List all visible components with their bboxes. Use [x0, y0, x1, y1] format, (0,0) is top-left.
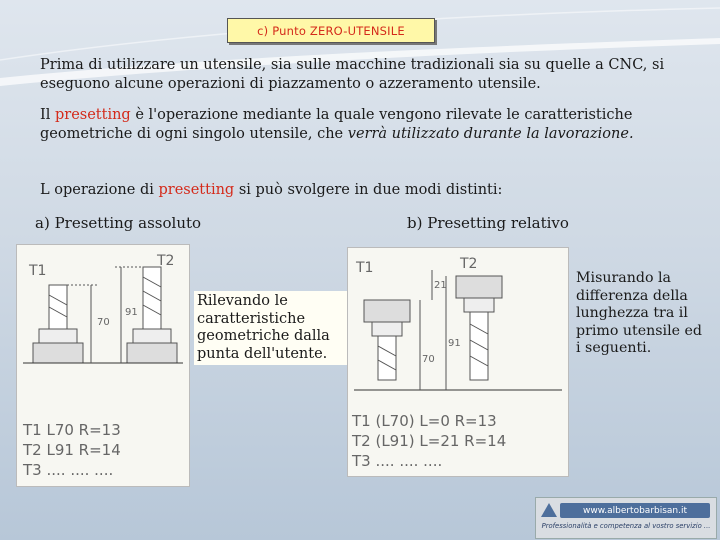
relative-presetting-figure — [347, 247, 569, 477]
fig-a-dim-70: 70 — [97, 317, 110, 328]
fig-b-t2-label: T2 — [460, 256, 478, 272]
mode-a-heading: a) Presetting assoluto — [35, 214, 202, 232]
fig-b-row-2: T2 (L91) L=21 R=14 — [352, 432, 507, 450]
definition-italic: verrà utilizzato durante la lavorazione. — [347, 126, 634, 142]
operations-suffix: si può svolgere in due modi distinti: — [234, 182, 503, 198]
fig-b-dim-70: 70 — [422, 354, 435, 365]
mode-b-heading: b) Presetting relativo — [407, 214, 569, 232]
definition-prefix: Il — [40, 107, 55, 123]
absolute-description: Rilevando le caratteristiche geometriche dalla punta dell'utente. — [194, 291, 350, 365]
fig-a-t1-label: T1 — [29, 263, 47, 279]
fig-b-t1-label: T1 — [356, 260, 374, 276]
operations-paragraph — [40, 181, 680, 200]
fig-b-row-1: T1 (L70) L=0 R=13 — [352, 412, 497, 430]
definition-middle: è l'operazione mediante la quale vengono rilevate le caratteristiche geometriche di ogni singolo utensile, che — [40, 107, 633, 142]
operations-prefix: L operazione di — [40, 182, 159, 198]
fig-b-dim-21: 21 — [434, 280, 447, 291]
fig-a-row-2: T2 L91 R=14 — [23, 441, 121, 459]
tool-drawing-a — [17, 245, 189, 486]
relative-description: Misurando la differenza della lunghezza tra il primo utensile ed i seguenti. — [576, 270, 703, 356]
presetting-term: presetting — [54, 107, 131, 123]
fig-b-row-3: T3 .... .... .... — [352, 452, 443, 470]
definition-paragraph — [40, 106, 705, 144]
intro-paragraph: Prima di utilizzare un utensile, sia sulle macchine tradizionali sia su quelle a CNC, si eseguono alcune operazioni di piazzamento o azzeramento utensile. — [40, 57, 665, 92]
fig-a-t2-label: T2 — [157, 253, 175, 269]
logo-mark-icon — [539, 501, 559, 519]
logo-url[interactable]: www.albertobarbisan.it — [560, 503, 710, 518]
fig-b-dim-91: 91 — [448, 338, 461, 349]
slide-title: c) Punto ZERO-UTENSILE — [227, 18, 435, 43]
site-logo-banner[interactable] — [535, 497, 717, 539]
absolute-presetting-figure — [16, 244, 190, 487]
fig-a-row-1: T1 L70 R=13 — [23, 421, 121, 439]
tool-drawing-b — [348, 248, 568, 476]
fig-a-row-3: T3 .... .... .... — [23, 461, 114, 479]
fig-a-dim-91: 91 — [125, 307, 138, 318]
logo-tagline: Professionalità e competenza al vostro servizio ... — [541, 522, 711, 530]
presetting-term-2: presetting — [158, 182, 235, 198]
